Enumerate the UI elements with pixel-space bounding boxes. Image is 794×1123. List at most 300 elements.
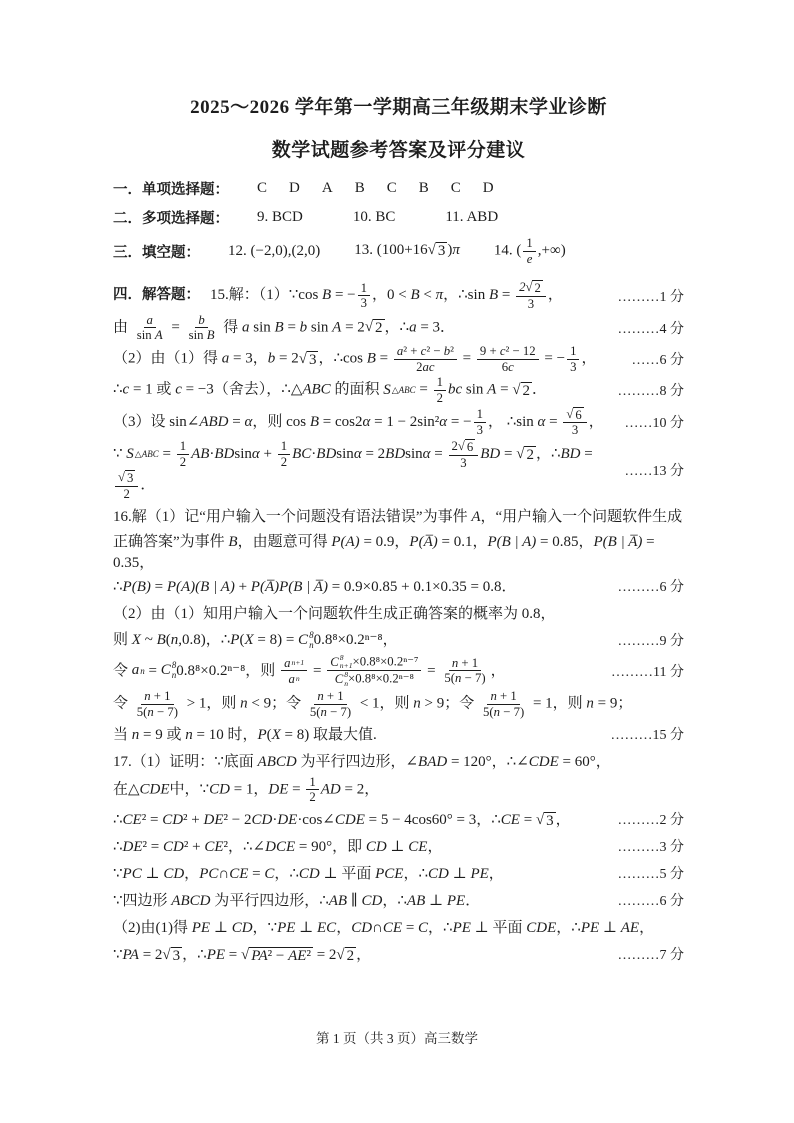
fraction (278, 439, 290, 469)
fraction-denominator (480, 705, 527, 720)
math-run: n (490, 689, 497, 704)
answer-item: B (354, 180, 365, 196)
fraction-denominator (177, 455, 189, 470)
sub-sup-group (161, 661, 177, 681)
text-run: = 0.85， (536, 533, 594, 550)
math-run: α (353, 445, 362, 462)
math-run: PC (122, 866, 142, 883)
text-run: 2 (534, 281, 541, 296)
answer-row (113, 236, 684, 266)
radicand (249, 947, 313, 965)
text-run: 为平行四边形，∠ (296, 754, 419, 770)
radicand (373, 319, 385, 337)
answer-items (257, 209, 498, 226)
math-run: CE (229, 866, 249, 883)
solution-line (113, 313, 684, 343)
solution-line (113, 280, 684, 311)
text-run: 则 (113, 632, 132, 649)
text-run: ( (239, 632, 245, 649)
text-run: 正确答案”为事件 (113, 533, 229, 550)
solution-line (113, 573, 684, 599)
math-run: P(A) (331, 533, 360, 550)
text-run: 0.8⁸×0.2ⁿ⁻⁸，则 (176, 662, 280, 679)
solution-line (113, 914, 684, 940)
math-run: n (144, 689, 151, 704)
fraction (516, 280, 546, 311)
radicand (544, 812, 556, 830)
fraction-numerator (144, 313, 156, 329)
text-run: ( (165, 632, 171, 649)
line-content (113, 808, 571, 830)
fraction-denominator (286, 671, 303, 686)
solution-line (113, 941, 684, 967)
text-run: sin (234, 445, 252, 462)
radicand (436, 242, 448, 260)
math-run: CD (298, 866, 320, 883)
superscript: 8 (344, 670, 349, 680)
math-run: c (508, 359, 514, 374)
score-mark: ………1 分 (617, 289, 684, 305)
answer-items (257, 180, 494, 197)
text-run: ， (336, 920, 352, 937)
text-run: ,0.8)，∴ (178, 632, 231, 649)
text-run: 中，∵ (169, 781, 210, 798)
text-run: ∴ (113, 381, 123, 398)
radical-sign: √ (516, 445, 525, 462)
text-run: ²，∴∠ (223, 839, 266, 856)
math-run: n (455, 671, 462, 686)
text-run: ，则 cos (252, 413, 310, 430)
math-run: B (410, 287, 420, 304)
math-run: AB (328, 893, 348, 910)
score-mark: ………6 分 (617, 579, 684, 595)
radical-sign: √ (457, 438, 465, 453)
text-run: 1 (476, 407, 483, 422)
text-run: 13. (100+16 (354, 242, 428, 259)
text-run: = 10 时， (192, 727, 258, 743)
text-run: ⊥ (141, 866, 164, 883)
text-run: 0.8⁸×0.2ⁿ⁻⁸， (313, 632, 398, 649)
text-run: ． (140, 477, 156, 494)
score-mark: ………6 分 (617, 893, 684, 909)
fraction-numerator (449, 656, 481, 672)
math-run: n (170, 632, 179, 649)
answer-item: 11. ABD (445, 209, 499, 225)
text-run: sin (462, 381, 488, 398)
solution-line (113, 600, 684, 626)
text-run: = (248, 866, 265, 883)
math-run: PE (446, 893, 466, 910)
score-mark: ……6 分 (631, 353, 684, 369)
text-run: ² − 12 (505, 343, 536, 358)
math-run: ABD (199, 413, 229, 430)
fraction-numerator (195, 313, 207, 329)
text-run: = cos2 (319, 413, 363, 430)
page-footer: 第 1 页（共 3 页）高三数学 (316, 1031, 478, 1046)
math-run: PA (122, 946, 139, 963)
radicand (524, 446, 536, 464)
solution-line (113, 503, 684, 529)
fraction-numerator (477, 344, 539, 360)
math-run: e (526, 251, 533, 266)
fraction-numerator (394, 344, 457, 360)
solution-line (113, 439, 684, 502)
answer-item: D (289, 180, 300, 196)
text-run: 2 (375, 320, 383, 337)
text-run: ∴ (113, 811, 123, 828)
fraction (358, 281, 370, 311)
text-run: ) (447, 242, 453, 259)
text-run: = 2 (312, 946, 337, 963)
text-run: 5( (136, 704, 148, 719)
radicand (307, 351, 319, 369)
subscript: n (309, 639, 314, 650)
text-run: 3 (360, 296, 368, 311)
fraction-numerator (141, 689, 173, 705)
text-run: ∵ (113, 445, 127, 462)
text-run: ⊥ (425, 893, 447, 910)
text-run: = 1 − 2sin² (370, 413, 440, 430)
solution-line (113, 887, 684, 913)
text-run: + 1 (150, 689, 171, 704)
text-run: ，∴cos (318, 350, 367, 367)
text-run: = 8) 取最大值. (280, 727, 377, 743)
text-run: ⊥ (386, 839, 409, 856)
text-run: > 1，则 (182, 695, 241, 712)
text-run: 3 (308, 351, 317, 368)
math-run: π (452, 242, 460, 259)
math-run: α (244, 413, 253, 430)
text-run: ，∴ (384, 319, 410, 336)
text-run: ， (639, 920, 655, 937)
radicand (532, 280, 542, 296)
math-run: n (147, 704, 154, 719)
fraction-numerator (306, 775, 318, 791)
text-run: 3 (460, 455, 467, 470)
text-run: 3 (476, 422, 483, 437)
fraction-numerator (523, 236, 535, 252)
fraction (177, 439, 189, 469)
score-mark: ………3 分 (617, 839, 684, 855)
radicand (573, 407, 583, 423)
line-content (113, 775, 379, 805)
math-run: c (420, 343, 427, 358)
text-run: sin (188, 328, 207, 343)
sub-sup-group (330, 654, 352, 671)
fraction (134, 689, 181, 719)
text-run: = 0.1， (437, 533, 488, 550)
math-run: CD (365, 839, 387, 856)
answer-item: A (321, 180, 333, 196)
fraction-numerator (115, 470, 138, 487)
radical (241, 947, 313, 965)
line-content (113, 889, 480, 910)
score-mark: ……13 分 (624, 464, 684, 480)
base-symbol: a (131, 662, 140, 679)
math-run: BC (292, 445, 312, 462)
fraction (474, 407, 486, 437)
solution-line (113, 407, 684, 438)
math-run: B (488, 287, 499, 304)
subscript: △ABC (391, 384, 416, 395)
section-label: 一．单项选择题： (113, 182, 229, 198)
text-run: − 7) (500, 704, 525, 719)
text-run: ∵ (113, 946, 123, 963)
math-run: PE (206, 946, 226, 963)
math-run: PE (580, 920, 600, 937)
text-run: ×0.8⁸×0.2ⁿ⁻⁸ (348, 671, 414, 686)
math-run: B (206, 328, 215, 343)
base-symbol: a (284, 655, 291, 670)
fraction-denominator (332, 671, 417, 688)
text-run: 3 (127, 471, 134, 486)
text-run: ， (490, 662, 506, 679)
text-run: 1 (570, 343, 577, 358)
text-run: = (580, 445, 593, 462)
text-run: 2 (451, 438, 458, 453)
subscript: n+1 (291, 657, 305, 667)
base-symbol: C (160, 662, 171, 679)
score-mark: ………8 分 (617, 384, 684, 400)
fraction-denominator (457, 456, 469, 471)
text-run: = (150, 579, 167, 595)
text-run: 由 (113, 319, 132, 336)
line-content (113, 575, 517, 596)
text-run: sin (405, 445, 423, 462)
text-run: − 7) (461, 671, 486, 686)
text-run: ∥ (347, 893, 362, 910)
text-run: ，∴ (182, 946, 207, 963)
text-run: = 0.9×0.85 + 0.1×0.35 = 0.8． (327, 579, 517, 595)
text-run: ， ∴sin (487, 413, 538, 430)
radical (525, 280, 542, 296)
math-run: B (309, 413, 320, 430)
math-run: B (228, 533, 238, 550)
math-run: ABCD (257, 754, 297, 770)
text-run: = (496, 381, 513, 398)
text-run: = 3． (416, 319, 456, 336)
score-mark: ………7 分 (617, 947, 684, 963)
line-content (113, 439, 619, 502)
line-content (113, 628, 398, 650)
text-run: ∵ (113, 866, 123, 883)
math-run: P(B | A̅) (593, 533, 643, 550)
subscript: n (140, 665, 145, 676)
line-content (113, 654, 506, 689)
text-run: ，∴ (428, 920, 453, 937)
fraction-numerator (563, 407, 586, 424)
text-run: = 1，则 (529, 695, 587, 712)
text-run: ∵四边形 (113, 893, 172, 910)
solution-line (113, 775, 684, 805)
text-run: = (158, 445, 175, 462)
text-run: ² (450, 343, 454, 358)
superscript: 8 (171, 659, 177, 670)
math-run: CDE (334, 811, 365, 828)
math-run: BD (560, 445, 581, 462)
text-run: 2 (522, 382, 531, 399)
math-run: P(A̅) (409, 533, 438, 550)
subscript: n (171, 669, 177, 680)
math-run: a (396, 343, 404, 358)
math-run: DCE (265, 839, 296, 856)
text-run: 为平行四边形，∴ (210, 893, 329, 910)
text-run: > 9；令 (420, 695, 479, 712)
text-run: ² + (403, 343, 421, 358)
text-run: ，∴ (274, 866, 299, 883)
text-run: 1 (309, 774, 316, 789)
fraction-numerator (358, 281, 370, 297)
text-run: ⊥ (599, 920, 621, 937)
sub-sup-group (289, 672, 300, 687)
text-run: ⊥ 平面 (470, 920, 527, 937)
text-run: 15.解：（1）∵cos (210, 287, 323, 304)
text-run: = 9； (593, 695, 633, 712)
score-mark: ………9 分 (617, 633, 684, 649)
line-content (113, 407, 604, 438)
text-run: ² − (426, 343, 444, 358)
text-run: = − (331, 287, 356, 304)
math-run: DE (277, 811, 298, 828)
radical-sign: √ (525, 280, 533, 295)
text-run: 9 + (479, 343, 500, 358)
text-run: 2 (526, 446, 534, 463)
fraction-denominator (307, 705, 354, 720)
radical-sign: √ (336, 946, 345, 963)
math-run: AE (288, 947, 307, 964)
math-run: CD (209, 781, 230, 798)
math-run: CE (382, 920, 403, 937)
math-run: A (332, 319, 342, 336)
math-run: BD (316, 445, 337, 462)
fraction (563, 407, 586, 438)
math-run: PCE (375, 866, 404, 883)
fraction-denominator (413, 360, 437, 375)
radicand (171, 947, 183, 965)
text-run: ² − 2 (223, 811, 252, 828)
text-run: ， (581, 350, 597, 367)
base-symbol: S (383, 381, 391, 398)
math-run: α (251, 445, 260, 462)
text-run: · (272, 811, 278, 828)
math-run: n (320, 704, 327, 719)
subscript: n (295, 674, 300, 684)
fraction-denominator (567, 360, 579, 375)
answer-item: C (450, 180, 461, 196)
math-run: b (299, 319, 308, 336)
text-run: · (311, 445, 317, 462)
text-run: = (500, 445, 517, 462)
fraction-numerator (487, 689, 519, 705)
text-run: 1 (526, 236, 533, 250)
fraction (115, 470, 138, 501)
text-run: = (288, 781, 305, 798)
text-run: + 1 (496, 689, 517, 704)
text-run: ⊥ 平面 (319, 866, 376, 883)
radicand (521, 382, 533, 400)
math-run: P(A̅)P(B | A̅) (250, 579, 328, 595)
math-run: n (317, 689, 324, 704)
math-run: CD (162, 811, 184, 828)
math-run: AD (320, 781, 341, 798)
text-run: ，∴ (556, 920, 581, 937)
radical (365, 319, 385, 337)
math-run: n (493, 704, 501, 719)
sub-sup-group (284, 656, 304, 671)
radical-sign: √ (118, 470, 125, 485)
text-run: = 0.9， (359, 533, 410, 550)
fraction-numerator (474, 407, 486, 423)
text-run: 5( (309, 704, 321, 719)
text-run: 3 (546, 812, 554, 829)
text-run: ，“用户输入一个问题软件生成 (480, 509, 683, 525)
fraction-numerator (516, 280, 546, 297)
math-run: PA (251, 947, 268, 964)
radical (162, 947, 182, 965)
math-run: α (362, 413, 371, 430)
score-mark: ………11 分 (611, 664, 684, 680)
text-run: = (167, 319, 184, 336)
math-run: A (154, 328, 163, 343)
text-run: ∴ (113, 839, 123, 856)
text-run: = 2 (275, 350, 299, 367)
math-run: CE (204, 839, 224, 856)
text-run: 2 (280, 455, 288, 470)
text-run: 1 (360, 280, 368, 295)
base-symbol: C (330, 654, 339, 669)
math-run: PE (470, 866, 489, 883)
math-run: CD (231, 920, 253, 937)
math-run: B (366, 350, 376, 367)
math-run: BD (480, 445, 501, 462)
solution-line (113, 375, 684, 405)
math-run: c (122, 381, 130, 398)
answer-item (354, 242, 460, 260)
text-run: = − (540, 350, 566, 367)
math-run: CD (428, 866, 449, 883)
radicand (345, 947, 357, 965)
fraction (449, 439, 479, 470)
radical (512, 382, 532, 400)
math-run: X (131, 632, 141, 649)
text-run: 2 (309, 790, 316, 805)
radical (536, 812, 556, 830)
text-run: sin (136, 328, 155, 343)
text-run: = 1 或 (129, 381, 176, 398)
line-content (113, 602, 556, 623)
text-run: 令 (113, 662, 132, 679)
fraction (186, 313, 218, 343)
fraction-numerator (434, 375, 446, 391)
answer-item: C (257, 180, 268, 196)
text-run: = 90°，即 (295, 839, 366, 856)
math-run: CE (408, 839, 428, 856)
text-run: ∩ (372, 920, 383, 937)
subscript: n (344, 678, 349, 688)
solutions-section (113, 280, 684, 967)
math-run: CD (163, 866, 185, 883)
math-run: n (451, 655, 459, 670)
solution-line (113, 689, 684, 719)
text-run: ,+∞) (537, 242, 566, 259)
fraction-denominator (278, 455, 290, 470)
subscript: n+1 (339, 660, 353, 670)
math-run: B (156, 632, 166, 649)
text-run: 得 (219, 319, 242, 336)
radical-sign: √ (162, 946, 171, 963)
math-run: CDE (526, 920, 557, 937)
line-content (113, 375, 547, 405)
